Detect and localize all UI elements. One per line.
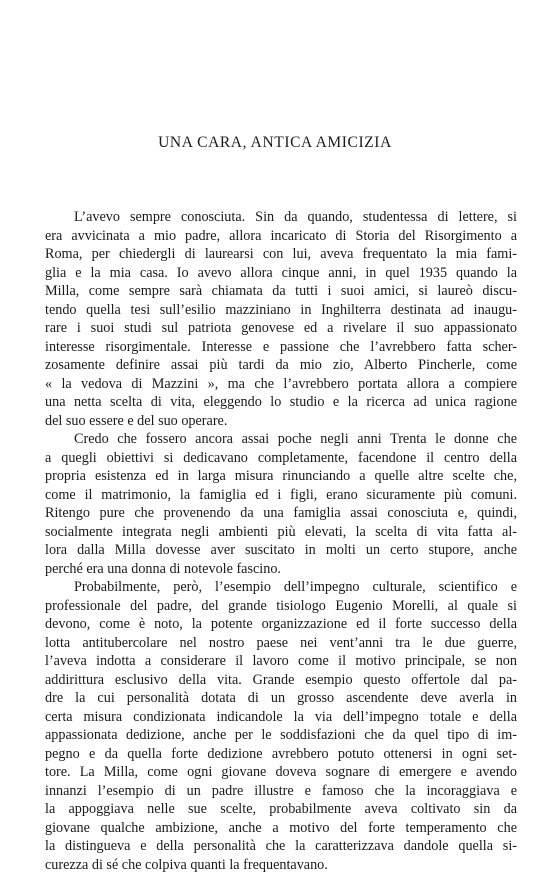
- text-line: la appoggiava nelle sue scelte, probabilmente aveva coltivato sin da: [45, 800, 517, 819]
- text-line: lotta antitubercolare nel nostro paese nei vent’anni tra le due guerre,: [45, 634, 517, 653]
- text-line: socialmente integrata negli ambienti più elevati, la scelta di vita fatta al-: [45, 523, 517, 542]
- text-line: innanzi l’esempio di un padre illustre e famoso che la incoraggiava e: [45, 782, 517, 801]
- text-line: devono, come è noto, la potente organizzazione ed il forte successo della: [45, 615, 517, 634]
- text-line: era avvicinata a mio padre, allora incaricato di Storia del Risorgimento a: [45, 227, 517, 246]
- text-line: appassionata dedizione, anche per le soddisfazioni che da quel tipo di im-: [45, 726, 517, 745]
- text-line: dre la cui personalità dotata di un grosso ascendente deve averla in: [45, 689, 517, 708]
- text-line: Roma, per chiedergli di laurearsi con lui, aveva frequentato la mia fami-: [45, 245, 517, 264]
- text-line: pegno e da quella forte dedizione avrebbero potuto ottenersi in ogni set-: [45, 745, 517, 764]
- text-line: del suo essere e del suo operare.: [45, 412, 517, 431]
- text-line: certa misura condizionata indicandole la via dell’impegno totale e della: [45, 708, 517, 727]
- text-line: Probabilmente, però, l’esempio dell’impegno culturale, scientifico e: [45, 578, 517, 597]
- chapter-title: UNA CARA, ANTICA AMICIZIA: [0, 134, 550, 152]
- text-line: glia e la mia casa. Io avevo allora cinque anni, in quel 1935 quando la: [45, 264, 517, 283]
- text-line: Credo che fossero ancora assai poche negli anni Trenta le donne che: [45, 430, 517, 449]
- text-line: rare i suoi studi sul patriota genovese ed a rivelare il suo appassionato: [45, 319, 517, 338]
- text-line: « la vedova di Mazzini », ma che l’avrebbero portata allora a compiere: [45, 375, 517, 394]
- text-line: Ritengo pure che provenendo da una famiglia assai conosciuta e, quindi,: [45, 504, 517, 523]
- text-line: interesse risorgimentale. Interesse e passione che l’avrebbero fatta scher-: [45, 338, 517, 357]
- text-line: zosamente definire assai più tardi da mio zio, Alberto Pincherle, come: [45, 356, 517, 375]
- text-line: tendo quella tesi sull’esilio mazziniano in Inghilterra destinata ad inaugu-: [45, 301, 517, 320]
- text-line: professionale del padre, del grande tisiologo Eugenio Morelli, al quale si: [45, 597, 517, 616]
- text-line: come il matrimonio, la famiglia ed i figli, erano sicuramente più comuni.: [45, 486, 517, 505]
- text-line: lora dalla Milla dovesse aver suscitato in molti un certo stupore, anche: [45, 541, 517, 560]
- text-line: curezza di sé che colpiva quanti la frequentavano.: [45, 856, 517, 874]
- text-line: giovane qualche ambizione, anche a motivo del forte temperamento che: [45, 819, 517, 838]
- text-line: perché era una donna di notevole fascino.: [45, 560, 517, 579]
- text-line: addirittura esclusivo della vita. Grande esempio questo offertole dal pa-: [45, 671, 517, 690]
- text-line: tore. La Milla, come ogni giovane doveva sognare di emergere e avendo: [45, 763, 517, 782]
- body-text: [45, 208, 517, 874]
- text-line: a quegli obiettivi si dedicavano completamente, facendone il centro della: [45, 449, 517, 468]
- text-line: l’aveva indotta a considerare il lavoro come il motivo principale, se non: [45, 652, 517, 671]
- text-line: Milla, come sempre sarà chiamata da tutti i suoi amici, si laureò discu-: [45, 282, 517, 301]
- text-line: una netta scelta di vita, eleggendo lo studio e la ricerca ad unica ragione: [45, 393, 517, 412]
- text-line: la distingueva e della personalità che la caratterizzava dandole quella si-: [45, 837, 517, 856]
- text-line: propria esistenza ed in larga misura rinunciando a quelle altre scelte che,: [45, 467, 517, 486]
- text-line: L’avevo sempre conosciuta. Sin da quando, studentessa di lettere, si: [45, 208, 517, 227]
